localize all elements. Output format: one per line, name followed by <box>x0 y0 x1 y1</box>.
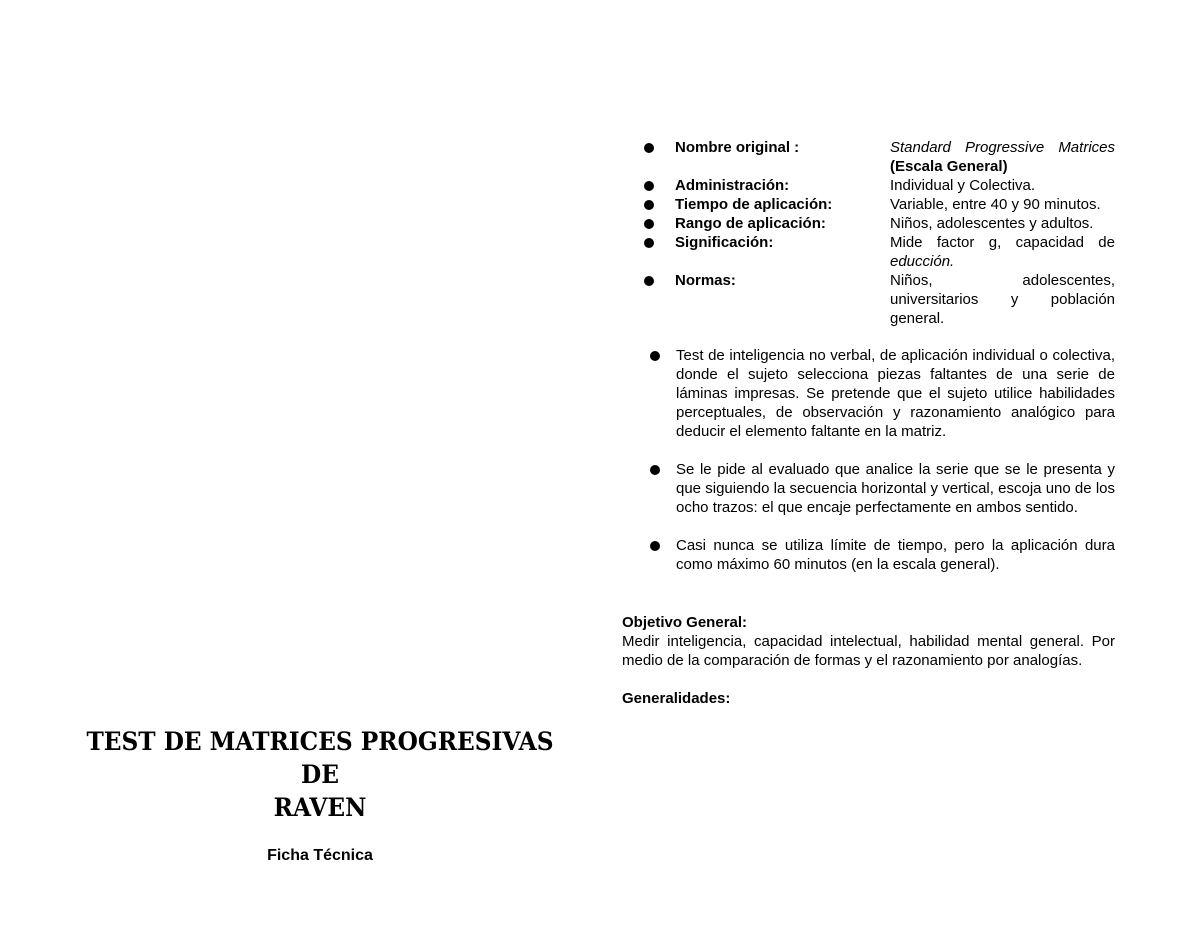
ficha-value-bold: (Escala General) <box>890 158 1008 175</box>
ficha-value <box>890 138 1115 176</box>
generalidades-section <box>622 689 1115 708</box>
bullet-icon <box>644 200 654 210</box>
bullet-text: Se le pide al evaluado que analice la serie que se le presenta y que siguiendo la secuencia horizontal y vertical, escoja uno de los ocho trazos: el que encaje perfectamente en ambos sentido. <box>676 461 1115 516</box>
ficha-row-normas <box>622 271 1115 328</box>
generalidades-title: Generalidades: <box>622 690 731 707</box>
objetivo-section <box>622 613 1115 670</box>
description-bullet <box>622 460 1115 517</box>
bullet-icon <box>644 276 654 286</box>
ficha-label: Administración: <box>675 177 790 194</box>
ficha-row-tiempo <box>622 195 1115 214</box>
ficha-label: Tiempo de aplicación: <box>675 196 833 213</box>
ficha-row-nombre <box>622 138 1115 176</box>
bullet-icon <box>650 541 660 551</box>
ficha-value-italic: educción. <box>890 253 955 270</box>
cover-panel <box>60 725 580 865</box>
subtitle: Ficha Técnica <box>267 847 373 864</box>
bullet-text: Test de inteligencia no verbal, de aplicación individual o colectiva, donde el sujeto selecciona piezas faltantes de una serie de láminas impresas. Se pretende que el sujeto utilice habilidades perceptuales, de observación y razonamiento analógico para deducir el elemento faltante en la matriz. <box>676 347 1115 440</box>
bullet-icon <box>644 238 654 248</box>
document-title <box>78 725 562 824</box>
ficha-value-text: Mide factor g, capacidad de <box>890 234 1115 251</box>
ficha-row-rango <box>622 214 1115 233</box>
description-bullet <box>622 536 1115 574</box>
ficha-row-significacion <box>622 233 1115 271</box>
bullet-icon <box>644 219 654 229</box>
ficha-label: Significación: <box>675 234 774 251</box>
ficha-label: Rango de aplicación: <box>675 215 826 232</box>
description-bullet <box>622 346 1115 441</box>
ficha-label: Normas: <box>675 272 736 289</box>
content-panel <box>622 138 1115 708</box>
ficha-label: Nombre original : <box>675 139 800 156</box>
objetivo-title: Objetivo General: <box>622 614 748 631</box>
ficha-row-administracion <box>622 176 1115 195</box>
title-line-1: TEST DE MATRICES PROGRESIVAS DE <box>86 727 554 789</box>
ficha-value: Niños, adolescentes y adultos. <box>890 215 1094 232</box>
description-bullets <box>622 346 1115 574</box>
ficha-value: Individual y Colectiva. <box>890 177 1036 194</box>
title-line-2: RAVEN <box>273 793 367 822</box>
ficha-value: Niños, adolescentes, universitarios y población general. <box>890 272 1115 327</box>
ficha-value: Variable, entre 40 y 90 minutos. <box>890 196 1101 213</box>
ficha-value-italic: Standard Progressive Matrices <box>890 139 1115 156</box>
technical-sheet-list <box>622 138 1115 328</box>
bullet-icon <box>650 351 660 361</box>
bullet-text: Casi nunca se utiliza límite de tiempo, pero la aplicación dura como máximo 60 minutos (en la escala general). <box>676 537 1115 573</box>
ficha-value <box>890 233 1115 271</box>
bullet-icon <box>644 181 654 191</box>
objetivo-text: Medir inteligencia, capacidad intelectual, habilidad mental general. Por medio de la comparación de formas y el razonamiento por analogías. <box>622 633 1115 669</box>
bullet-icon <box>650 465 660 475</box>
bullet-icon <box>644 143 654 153</box>
